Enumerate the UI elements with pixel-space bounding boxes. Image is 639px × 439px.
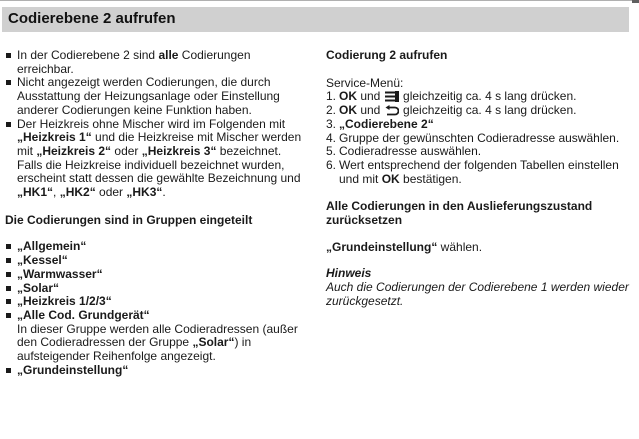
section-title: Codierebene 2 aufrufen — [8, 10, 176, 27]
list-item: In der Codierebene 2 sind alle Codierungen erreichbar. — [5, 49, 305, 76]
list-item: „Alle Cod. Grundgerät“ In dieser Gruppe werden alle Codieradressen (außer den Codieradressen der Gruppe „Solar“) in aufsteigender Reihenfolge angezeigt. — [5, 309, 305, 364]
left-column — [5, 49, 305, 377]
section-title-bar — [2, 7, 629, 32]
alle-group-note: In dieser Gruppe werden alle Codieradressen (außer den Codieradressen der Gruppe „Solar“) in aufsteigender Reihenfolge angezeigt. — [17, 321, 298, 364]
list-item: Nicht angezeigt werden Codierungen, die durch Ausstattung der Heizungsanlage oder Einstellung anderer Codierungen keine Funktion haben. — [5, 76, 305, 117]
back-arrow-icon — [385, 105, 399, 116]
square-bullet-icon — [6, 368, 11, 373]
reset-instruction: „Grundeinstellung“ wählen. — [326, 239, 483, 254]
square-bullet-icon — [6, 272, 11, 277]
menu-icon — [385, 91, 399, 102]
circuits-note: Falls die Heizkreise individuell bezeichnet wurden, erscheint statt dessen die gewählte Bezeichnung und „HK1“, „HK2“ oder „HK3“. — [17, 157, 301, 200]
square-bullet-icon — [6, 313, 11, 318]
top-rule-tick — [632, 0, 639, 3]
square-bullet-icon — [6, 286, 11, 291]
groups-list — [5, 240, 305, 377]
steps-list — [326, 90, 631, 186]
hint-heading: Hinweis — [326, 266, 372, 281]
step-item: 1. OK und gleichzeitig ca. 4 s lang drücken. — [326, 89, 577, 104]
list-item: „Heizkreis 1/2/3“ — [5, 295, 305, 309]
list-item: „Warmwasser“ — [5, 268, 305, 282]
groups-heading: Die Codierungen sind in Gruppen eingeteilt — [5, 212, 253, 227]
top-rule-line — [0, 0, 632, 1]
list-item: „Kessel“ — [5, 254, 305, 268]
top-rule — [0, 0, 639, 4]
step-item: 3. „Codierebene 2“ — [326, 116, 434, 131]
list-item: „Allgemein“ — [5, 240, 305, 254]
procedure-heading: Codierung 2 aufrufen — [326, 48, 448, 62]
list-item: „Solar“ — [5, 282, 305, 296]
list-item: Der Heizkreis ohne Mischer wird im Folgenden mit „Heizkreis 1“ und die Heizkreise mit Mischer werden mit „Heizkreis 2“ oder „Heizkreis 3“ bezeichnet. Falls die Heizkreise individuell bezeichnet wurden, erscheint statt dessen die gewählte Bezeichnung und „HK1“, „HK2“ oder „HK3“. — [5, 118, 305, 200]
step-item: 5. Codieradresse auswählen. — [326, 144, 482, 159]
square-bullet-icon — [6, 80, 11, 85]
square-bullet-icon — [6, 53, 11, 58]
step-item: 4. Gruppe der gewünschten Codieradresse auswählen. — [326, 130, 620, 145]
intro-list — [5, 49, 305, 200]
step-item: 2. OK und gleichzeitig ca. 4 s lang drücken. — [326, 103, 577, 118]
square-bullet-icon — [6, 122, 11, 127]
service-menu-label: Service-Menü: — [326, 75, 404, 90]
list-item: „Grundeinstellung“ — [5, 364, 305, 378]
right-column — [326, 49, 631, 309]
reset-heading: Alle Codierungen in den Auslieferungszustand zurücksetzen — [326, 199, 593, 228]
step-item: 6. Wert entsprechend der folgenden Tabellen einstellen und mit OK bestätigen. — [326, 157, 619, 186]
hint-text: Auch die Codierungen der Codierebene 1 werden wieder zurückgesetzt. — [326, 280, 629, 308]
square-bullet-icon — [6, 244, 11, 249]
square-bullet-icon — [6, 258, 11, 263]
square-bullet-icon — [6, 299, 11, 304]
